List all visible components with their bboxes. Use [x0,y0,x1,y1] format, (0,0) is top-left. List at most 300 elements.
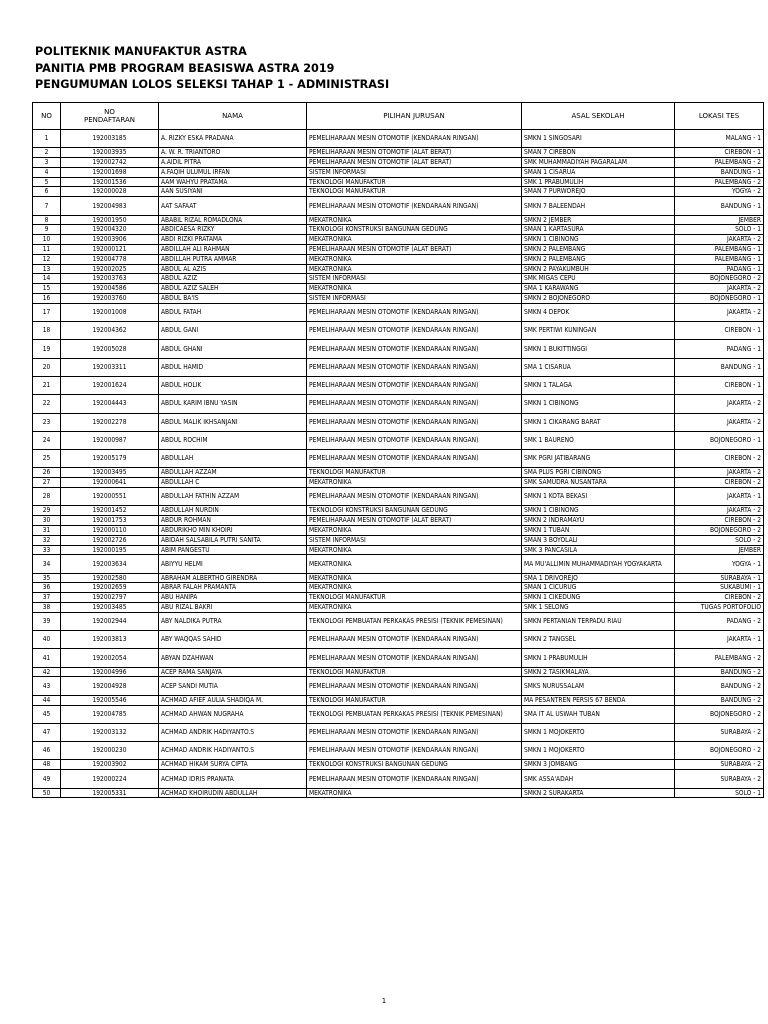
table-row [33,705,764,723]
cell-registration-no: 192003132 [61,723,159,741]
table-row [33,723,764,741]
cell-major: MEKATRONIKA [307,215,522,225]
column-header-name: NAMA [159,103,307,130]
cell-school: SMKN 2 JEMBER [522,215,675,225]
table-row [33,167,764,177]
cell-major: MEKATRONIKA [307,264,522,274]
cell-major: PEMELIHARAAN MESIN OTOMOTIF (KENDARAAN RINGAN) [307,649,522,667]
cell-name: ACEP SANDI MUTIA [159,677,307,695]
cell-school: SMA 1 CISARUA [522,358,675,376]
cell-test-location: CIREBON - 2 [675,478,764,488]
cell-name: ABIDAH SALSABILA PUTRI SANITA [159,535,307,545]
table-row [33,516,764,526]
cell-test-location: SURABAYA - 1 [675,573,764,583]
cell-test-location: PADANG - 1 [675,264,764,274]
cell-major: PEMELIHARAAN MESIN OTOMOTIF (KENDARAAN RINGAN) [307,303,522,321]
cell-registration-no: 192004996 [61,667,159,677]
table-row [33,478,764,488]
table-row [33,376,764,394]
cell-registration-no: 192002944 [61,612,159,630]
cell-major: PEMELIHARAAN MESIN OTOMOTIF (KENDARAAN RINGAN) [307,450,522,468]
cell-no: 3 [33,158,61,168]
table-row [33,468,764,478]
cell-name: ABU RIZAL BAKRI [159,602,307,612]
cell-major: MEKATRONIKA [307,602,522,612]
cell-name: A.FAQIH ULUMUL IRFAN [159,167,307,177]
cell-major: TEKNOLOGI MANUFAKTUR [307,187,522,197]
cell-test-location: JAKARTA - 1 [675,488,764,506]
cell-major: TEKNOLOGI MANUFAKTUR [307,593,522,603]
cell-no: 34 [33,555,61,573]
cell-no: 38 [33,602,61,612]
table-row [33,612,764,630]
column-header-test-location: LOKASI TES [675,103,764,130]
cell-test-location: BOJONEGORO - 2 [675,274,764,284]
cell-no: 37 [33,593,61,603]
cell-test-location: BANDUNG - 1 [675,167,764,177]
cell-test-location: CIREBON - 2 [675,516,764,526]
cell-major: MEKATRONIKA [307,583,522,593]
cell-no: 27 [33,478,61,488]
cell-school: SMKN 2 TASIKMALAYA [522,667,675,677]
cell-test-location: SURABAYA - 2 [675,770,764,788]
table-row [33,545,764,555]
cell-school: SMKN 2 TANGSEL [522,631,675,649]
cell-no: 47 [33,723,61,741]
cell-major: PEMELIHARAAN MESIN OTOMOTIF (KENDARAAN RINGAN) [307,677,522,695]
cell-name: ABDUL AZIZ [159,274,307,284]
table-row [33,413,764,431]
table-row [33,677,764,695]
cell-test-location: SOLO - 1 [675,788,764,798]
cell-name: ABU HANIPA [159,593,307,603]
cell-test-location: JAKARTA - 1 [675,631,764,649]
cell-major: TEKNOLOGI MANUFAKTUR [307,667,522,677]
cell-registration-no: 192004928 [61,677,159,695]
table-row [33,225,764,235]
cell-name: ABDULLAH C [159,478,307,488]
cell-school: SMK 1 PRABUMULIH [522,177,675,187]
cell-no: 10 [33,235,61,245]
cell-name: ABY NALDIKA PUTRA [159,612,307,630]
cell-major: TEKNOLOGI PEMBUATAN PERKAKAS PRESISI (TEKNIK PEMESINAN) [307,705,522,723]
cell-school: SMKN 1 TALAGA [522,376,675,394]
cell-school: SMKN 4 DEPOK [522,303,675,321]
cell-test-location: PALEMBANG - 2 [675,158,764,168]
table-row [33,760,764,770]
cell-school: SMAN 3 BOYOLALI [522,535,675,545]
cell-test-location: TUGAS PORTOFOLIO [675,602,764,612]
cell-school: SMKN PERTANIAN TERPADU RIAU [522,612,675,630]
cell-major: MEKATRONIKA [307,478,522,488]
cell-name: ABABIL RIZAL ROMADLONA [159,215,307,225]
cell-no: 20 [33,358,61,376]
cell-registration-no: 192002659 [61,583,159,593]
cell-registration-no: 192002278 [61,413,159,431]
table-row [33,573,764,583]
cell-no: 41 [33,649,61,667]
cell-name: ABDUL GANI [159,322,307,340]
cell-test-location: PALEMBANG - 1 [675,244,764,254]
cell-test-location: CIREBON - 1 [675,148,764,158]
cell-school: SMKN 1 KOTA BEKASI [522,488,675,506]
cell-registration-no: 192002025 [61,264,159,274]
column-header-school: ASAL SEKOLAH [522,103,675,130]
cell-name: A. RIZKY ESKA PRADANA [159,130,307,148]
cell-name: ABDULLAH NURDIN [159,506,307,516]
cell-name: ACHMAD HIKAM SURYA CIPTA [159,760,307,770]
cell-test-location: JAKARTA - 2 [675,284,764,294]
table-row [33,788,764,798]
cell-school: SMKS NURUSSALAM [522,677,675,695]
table-row [33,293,764,303]
cell-name: A. W. R. TRIANTORO [159,148,307,158]
cell-registration-no: 192003763 [61,274,159,284]
cell-test-location: BANDUNG - 2 [675,677,764,695]
column-header-registration-no [61,103,159,130]
cell-registration-no: 192000224 [61,770,159,788]
table-row [33,649,764,667]
table-row [33,177,764,187]
cell-no: 12 [33,254,61,264]
cell-name: ACHMAD IDRIS PRANATA [159,770,307,788]
cell-test-location: BOJONEGORO - 1 [675,293,764,303]
cell-major: SISTEM INFORMASI [307,293,522,303]
cell-test-location: BOJONEGORO - 1 [675,431,764,449]
cell-no: 29 [33,506,61,516]
cell-registration-no: 192000110 [61,525,159,535]
cell-registration-no: 192005179 [61,450,159,468]
committee-title: PANITIA PMB PROGRAM BEASISWA ASTRA 2019 [35,61,335,75]
cell-school: SMKN 2 PALEMBANG [522,244,675,254]
cell-no: 13 [33,264,61,274]
cell-school: SMKN 2 PAYAKUMBUH [522,264,675,274]
cell-major: SISTEM INFORMASI [307,274,522,284]
cell-name: ABDUL ROCHIM [159,431,307,449]
table-row [33,395,764,413]
cell-test-location: PADANG - 2 [675,612,764,630]
cell-test-location: BOJONEGORO - 2 [675,742,764,760]
cell-name: AAT SAFAAT [159,197,307,215]
cell-no: 26 [33,468,61,478]
table-row [33,187,764,197]
cell-name: ACHMAD AFIEF AULIA SHADIQA M. [159,695,307,705]
table-row [33,450,764,468]
cell-name: ABRAHAM ALBERTHO GIRENDRA [159,573,307,583]
cell-no: 11 [33,244,61,254]
cell-major: TEKNOLOGI KONSTRUKSI BANGUNAN GEDUNG [307,506,522,516]
cell-school: SMK MUHAMMADIYAH PAGARALAM [522,158,675,168]
cell-school: SMKN 2 SURAKARTA [522,788,675,798]
table-row [33,274,764,284]
cell-test-location: BANDUNG - 2 [675,695,764,705]
cell-name: ABIYYU HELMI [159,555,307,573]
cell-school: SMKN 2 INDRAMAYU [522,516,675,526]
cell-major: PEMELIHARAAN MESIN OTOMOTIF (ALAT BERAT) [307,158,522,168]
cell-major: PEMELIHARAAN MESIN OTOMOTIF (KENDARAAN RINGAN) [307,130,522,148]
cell-registration-no: 192003485 [61,602,159,612]
cell-no: 6 [33,187,61,197]
table-row [33,742,764,760]
cell-major: PEMELIHARAAN MESIN OTOMOTIF (ALAT BERAT) [307,244,522,254]
cell-registration-no: 192002054 [61,649,159,667]
cell-name: ABDUL MALIK IKHSANJANI [159,413,307,431]
cell-test-location: SURABAYA - 2 [675,723,764,741]
table-row [33,254,764,264]
cell-name: ABDILLAH PUTRA AMMAR [159,254,307,264]
cell-major: MEKATRONIKA [307,525,522,535]
cell-major: PEMELIHARAAN MESIN OTOMOTIF (KENDARAAN RINGAN) [307,376,522,394]
cell-major: PEMELIHARAAN MESIN OTOMOTIF (ALAT BERAT) [307,148,522,158]
cell-school: SMKN 1 CIKARANG BARAT [522,413,675,431]
cell-no: 4 [33,167,61,177]
cell-registration-no: 192004586 [61,284,159,294]
cell-test-location: JAKARTA - 2 [675,235,764,245]
cell-test-location: CIREBON - 1 [675,322,764,340]
cell-registration-no: 192001950 [61,215,159,225]
cell-major: TEKNOLOGI KONSTRUKSI BANGUNAN GEDUNG [307,760,522,770]
cell-school: SMAN 7 CIREBON [522,148,675,158]
cell-test-location: SUKABUMI - 1 [675,583,764,593]
cell-school: SMKN 1 MOJOKERTO [522,742,675,760]
cell-name: AAM WAHYU PRATAMA [159,177,307,187]
cell-name: ABDULLAH FATHIN AZZAM [159,488,307,506]
cell-school: SMKN 1 CIKEDUNG [522,593,675,603]
cell-major: MEKATRONIKA [307,284,522,294]
column-header-no: NO [33,103,61,130]
cell-registration-no: 192000230 [61,742,159,760]
cell-major: TEKNOLOGI MANUFAKTUR [307,177,522,187]
table-header-row [33,103,764,130]
cell-major: MEKATRONIKA [307,254,522,264]
table-body [33,130,764,798]
cell-name: ABDURIKHO MIN KHOIRI [159,525,307,535]
results-table [32,102,764,798]
cell-test-location: PADANG - 1 [675,340,764,358]
cell-test-location: BANDUNG - 1 [675,358,764,376]
cell-name: ABDULLAH AZZAM [159,468,307,478]
cell-no: 15 [33,284,61,294]
cell-no: 45 [33,705,61,723]
cell-no: 22 [33,395,61,413]
cell-test-location: YOGYA - 1 [675,555,764,573]
cell-major: MEKATRONIKA [307,555,522,573]
cell-name: ABDUL KARIM IBNU YASIN [159,395,307,413]
cell-major: TEKNOLOGI MANUFAKTUR [307,695,522,705]
cell-test-location: JEMBER [675,545,764,555]
cell-school: SMKN 1 CIBINONG [522,395,675,413]
table-row [33,158,764,168]
cell-name: ABDUL AL AZIS [159,264,307,274]
cell-registration-no: 192000551 [61,488,159,506]
cell-registration-no: 192004778 [61,254,159,264]
cell-school: SMAN 7 PURWOREJO [522,187,675,197]
cell-name: ABDUL HOLIK [159,376,307,394]
announcement-title: PENGUMUMAN LOLOS SELEKSI TAHAP 1 - ADMINISTRASI [35,78,390,91]
table-row [33,506,764,516]
document-header [35,44,389,94]
cell-registration-no: 192002726 [61,535,159,545]
cell-major: PEMELIHARAAN MESIN OTOMOTIF (KENDARAAN RINGAN) [307,197,522,215]
cell-name: ACHMAD KHOIRUDIN ABDULLAH [159,788,307,798]
cell-name: ABRAR FALAH PRAMANTA [159,583,307,593]
cell-registration-no: 192003760 [61,293,159,303]
cell-registration-no: 192003185 [61,130,159,148]
cell-name: ACHMAD ANDRIK HADIYANTO.S [159,723,307,741]
cell-no: 46 [33,742,61,760]
cell-registration-no: 192004785 [61,705,159,723]
table-row [33,583,764,593]
cell-no: 28 [33,488,61,506]
table-row [33,667,764,677]
cell-registration-no: 192005546 [61,695,159,705]
cell-registration-no: 192000641 [61,478,159,488]
table-row [33,284,764,294]
cell-test-location: PALEMBANG - 2 [675,177,764,187]
cell-major: TEKNOLOGI PEMBUATAN PERKAKAS PRESISI (TEKNIK PEMESINAN) [307,612,522,630]
cell-test-location: BANDUNG - 1 [675,197,764,215]
cell-registration-no: 192001753 [61,516,159,526]
cell-test-location: CIREBON - 2 [675,593,764,603]
cell-registration-no: 192002580 [61,573,159,583]
cell-major: PEMELIHARAAN MESIN OTOMOTIF (KENDARAAN RINGAN) [307,340,522,358]
cell-school: SMKN 1 CIBINONG [522,235,675,245]
cell-registration-no: 192005331 [61,788,159,798]
cell-no: 50 [33,788,61,798]
cell-no: 31 [33,525,61,535]
cell-registration-no: 192001536 [61,177,159,187]
cell-no: 40 [33,631,61,649]
cell-no: 5 [33,177,61,187]
cell-name: ABDUL GHANI [159,340,307,358]
cell-registration-no: 192005028 [61,340,159,358]
cell-school: SMKN 1 PRABUMULIH [522,649,675,667]
cell-major: TEKNOLOGI MANUFAKTUR [307,468,522,478]
cell-test-location: SURABAYA - 2 [675,760,764,770]
table-row [33,197,764,215]
column-header-registration-no-label: NO PENDAFTARAN [84,107,135,124]
cell-school: SMKN 7 BALEENDAH [522,197,675,215]
cell-name: ABDUL BA'IS [159,293,307,303]
table-row [33,488,764,506]
page-number: 1 [381,997,387,1005]
cell-major: TEKNOLOGI KONSTRUKSI BANGUNAN GEDUNG [307,225,522,235]
table-row [33,264,764,274]
cell-major: PEMELIHARAAN MESIN OTOMOTIF (KENDARAAN RINGAN) [307,488,522,506]
cell-test-location: PALEMBANG - 2 [675,649,764,667]
cell-name: ABDICAESA RIZKY [159,225,307,235]
cell-no: 8 [33,215,61,225]
cell-test-location: YOGYA - 2 [675,187,764,197]
cell-registration-no: 192004443 [61,395,159,413]
cell-no: 42 [33,667,61,677]
cell-no: 32 [33,535,61,545]
table-row [33,244,764,254]
cell-name: ABYAN DZAHWAN [159,649,307,667]
cell-registration-no: 192004983 [61,197,159,215]
cell-registration-no: 192003902 [61,760,159,770]
cell-school: SMK MIGAS CEPU [522,274,675,284]
cell-no: 2 [33,148,61,158]
cell-name: ABY WAQQAS SAHID [159,631,307,649]
table-row [33,770,764,788]
cell-no: 14 [33,274,61,284]
cell-major: PEMELIHARAAN MESIN OTOMOTIF (KENDARAAN RINGAN) [307,358,522,376]
column-header-major: PILIHAN JURUSAN [307,103,522,130]
cell-school: SMKN 1 BUKITTINGGI [522,340,675,358]
cell-name: AAN SUSIYANI [159,187,307,197]
cell-no: 43 [33,677,61,695]
cell-school: SMKN 2 BOJONEGORO [522,293,675,303]
cell-school: SMKN 1 CIBINONG [522,506,675,516]
cell-name: ABDULLAH [159,450,307,468]
cell-name: ACEP RAMA SANJAYA [159,667,307,677]
cell-school: SMKN 1 SINGOSARI [522,130,675,148]
table-row [33,631,764,649]
cell-no: 19 [33,340,61,358]
cell-school: MA MU'ALLIMIN MUHAMMADIYAH YOGYAKARTA [522,555,675,573]
cell-test-location: JAKARTA - 2 [675,413,764,431]
cell-test-location: MALANG - 1 [675,130,764,148]
cell-school: SMAN 1 KARTASURA [522,225,675,235]
cell-no: 7 [33,197,61,215]
cell-test-location: PALEMBANG - 1 [675,254,764,264]
table-row [33,148,764,158]
cell-major: PEMELIHARAAN MESIN OTOMOTIF (KENDARAAN RINGAN) [307,322,522,340]
table-row [33,322,764,340]
cell-name: ABDUL AZIZ SALEH [159,284,307,294]
cell-school: SMK PERTIWI KUNINGAN [522,322,675,340]
cell-school: SMK 1 SELONG [522,602,675,612]
cell-registration-no: 192001008 [61,303,159,321]
cell-no: 18 [33,322,61,340]
cell-no: 25 [33,450,61,468]
cell-major: PEMELIHARAAN MESIN OTOMOTIF (KENDARAAN RINGAN) [307,742,522,760]
cell-test-location: BANDUNG - 2 [675,667,764,677]
cell-major: MEKATRONIKA [307,235,522,245]
cell-registration-no: 192003813 [61,631,159,649]
cell-no: 21 [33,376,61,394]
cell-school: SMK PGRI JATIBARANG [522,450,675,468]
cell-test-location: CIREBON - 1 [675,376,764,394]
cell-name: ACHMAD ANDRIK HADIYANTO.S [159,742,307,760]
cell-school: SMK ASSA'ADAH [522,770,675,788]
cell-no: 39 [33,612,61,630]
cell-name: ABIM PANGESTU [159,545,307,555]
cell-test-location: SOLO - 2 [675,535,764,545]
cell-major: PEMELIHARAAN MESIN OTOMOTIF (KENDARAAN RINGAN) [307,631,522,649]
cell-registration-no: 192001624 [61,376,159,394]
cell-registration-no: 192000121 [61,244,159,254]
cell-no: 24 [33,431,61,449]
cell-no: 1 [33,130,61,148]
cell-test-location: JAKARTA - 2 [675,303,764,321]
cell-school: SMKN 3 JOMBANG [522,760,675,770]
cell-school: SMAN 1 CISARUA [522,167,675,177]
table-row [33,593,764,603]
cell-registration-no: 192003311 [61,358,159,376]
cell-name: ABDUR ROHMAN [159,516,307,526]
cell-name: ABDUL HAMID [159,358,307,376]
institution-title: POLITEKNIK MANUFAKTUR ASTRA [35,45,247,58]
cell-registration-no: 192003495 [61,468,159,478]
table-row [33,235,764,245]
cell-registration-no: 192001698 [61,167,159,177]
cell-test-location: SOLO - 1 [675,225,764,235]
cell-registration-no: 192002742 [61,158,159,168]
cell-registration-no: 192002797 [61,593,159,603]
cell-registration-no: 192001452 [61,506,159,516]
